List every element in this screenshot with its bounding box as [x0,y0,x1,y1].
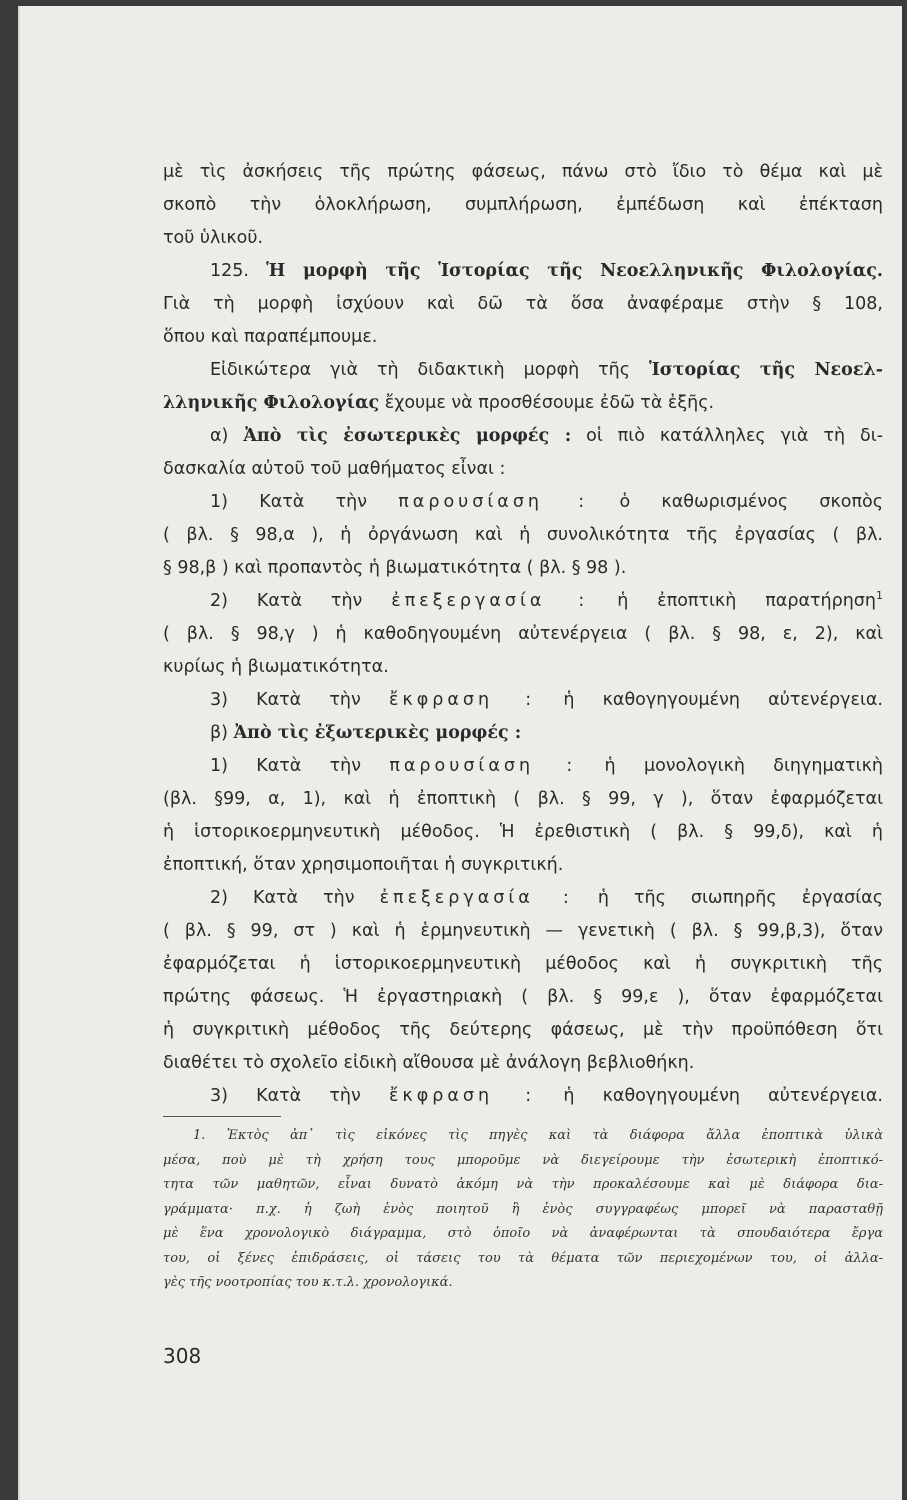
text-line: πρώτης φάσεως. Ἡ ἐργαστηριακὴ ( βλ. § 99,ε ), ὅταν ἐφαρμόζεται [163,987,883,1007]
text-run: ἔχουμε νὰ προσθέσουμε ἐδῶ τὰ ἑξῆς. [379,393,715,413]
text-line [163,387,883,420]
text-line: ( βλ. § 99, στ ) καὶ ἡ ἑρμηνευτικὴ — γενετικὴ ( βλ. § 99,β,3), ὅταν [163,921,883,941]
text-line: ἐφαρμόζεται ἡ ἱστορικοερμηνευτικὴ μέθοδος καὶ ἡ συγκριτικὴ τῆς [163,954,883,974]
text-line: ὅπου καὶ παραπέμπουμε. [163,327,378,347]
footnote-line: μὲ ἕνα χρονολογικὸ διάγραμμα, στὸ ὁποῖο νὰ ἀναφέρωνται τὰ σπουδαιότερα ἔργα [163,1226,883,1241]
bold-term: λληνικῆς Φιλολογίας [163,393,380,413]
text-run: 2) Κατὰ τὴν [210,888,380,908]
text-run: ἡ τῆς σιωπηρῆς ἐργασίας [572,888,883,908]
footnote-marker: 1 [876,589,883,603]
text-line: ἡ ἱστορικοερμηνευτικὴ μέθοδος. Ἡ ἐρεθιστικὴ ( βλ. § 99,δ), καὶ ἡ [163,822,883,842]
text-line [163,354,883,387]
text-line: σκοπὸ τὴν ὁλοκλήρωση, συμπλήρωση, ἐμπέδωση καὶ ἐπέκταση [163,195,883,215]
spaced-term: παρουσίαση : [398,492,589,512]
main-text [163,156,883,1113]
internal-forms-heading: Ἀπὸ τὶς ἐσωτερικὲς μορφές : [243,426,572,446]
text-line: τοῦ ὑλικοῦ. [163,228,264,248]
book-page [18,6,902,1500]
text-line [163,585,883,618]
text-run: 1) Κατὰ τὴν [210,756,390,776]
text-run: 3) Κατὰ τὴν [210,1086,389,1106]
footnote-line: τητα τῶν μαθητῶν, εἶναι δυνατὸ ἀκόμη νὰ τὴν προκαλέσουμε καὶ μὲ διάφορα δια- [163,1177,883,1192]
bold-term: Ἱστορίας τῆς Νεοελ- [649,360,884,380]
text-run: Γιὰ τὴ μορφὴ ἰσχύουν καὶ δῶ τὰ ὅσα ἀναφέραμε στὴν § 108, [163,294,883,314]
text-run: 2) Κατὰ τὴν [210,591,392,611]
text-line: διαθέτει τὸ σχολεῖο εἰδικὴ αἴθουσα μὲ ἀνάλογη βεβλιοθήκη. [163,1053,695,1073]
footnote [163,1124,883,1296]
spaced-term: ἔκφραση : [388,690,536,710]
text-line [163,882,883,915]
text-line: ( βλ. § 98,γ ) ἡ καθοδηγουμένη αὐτενέργεια ( βλ. § 98, ε, 2), καὶ [163,624,883,644]
text-line: § 98,β ) καὶ προπαντὸς ἡ βιωματικότητα ( βλ. § 98 ). [163,558,627,578]
footnote-divider [163,1116,281,1117]
text-line: κυρίως ἡ βιωματικότητα. [163,657,389,677]
text-line [163,750,883,783]
page-number: 308 [163,1344,202,1368]
text-line: ἡ συγκριτικὴ μέθοδος τῆς δεύτερης φάσεως, μὲ τὴν προϋπόθεση ὅτι [163,1020,883,1040]
spaced-term: ἔκφραση : [388,1086,536,1106]
text-line [163,684,883,717]
section-number: 125. [210,261,267,281]
spaced-term: ἐπεξεργασία : [379,888,573,908]
text-line [163,288,883,321]
text-line [163,1080,883,1113]
text-run: 1) Κατὰ τὴν [210,492,399,512]
spaced-term: παρουσίαση : [389,756,577,776]
text-run: ἡ καθογηγουμένη αὐτενέργεια. [535,1086,883,1106]
text-run: Εἰδικώτερα γιὰ τὴ διδακτικὴ μορφὴ τῆς [210,360,649,380]
footnote-line: γράμματα· π.χ. ἡ ζωὴ ἑνὸς ποιητοῦ ἢ ἑνὸς συγγραφέως μπορεῖ νὰ παρασταθῇ [163,1201,883,1217]
text-run: ὁ καθωρισμένος σκοπὸς [588,492,884,512]
text-line: ( βλ. § 98,α ), ἡ ὀργάνωση καὶ ἡ συνολικότητα τῆς ἐργασίας ( βλ. [163,525,883,545]
text-line: (βλ. §99, α, 1), καὶ ἡ ἐποπτικὴ ( βλ. § 99, γ ), ὅταν ἐφαρμόζεται [163,789,883,809]
text-line: μὲ τὶς ἀσκήσεις τῆς πρώτης φάσεως, πάνω στὸ ἴδιο τὸ θέμα καὶ μὲ [163,162,883,182]
section-125-heading [163,255,883,288]
text-run: α) [210,426,244,446]
text-line: ἐποπτική, ὅταν χρησιμοποιῆται ἡ συγκριτική. [163,855,564,875]
spaced-term: ἐπεξεργασία : [391,591,589,611]
text-line: δασκαλία αὐτοῦ τοῦ μαθήματος εἶναι : [163,459,506,479]
text-run: οἱ πιὸ κατάλληλες γιὰ τὴ δι- [571,426,883,446]
text-line [163,420,883,453]
text-run: β) [210,723,234,743]
text-run: ἡ μονολογικὴ διηγηματικὴ [576,756,883,776]
text-run: ἡ καθογηγουμένη αὐτενέργεια. [535,690,883,710]
footnote-line: γὲς τῆς νοοτροπίας του κ.τ.λ. χρονολογικά. [163,1275,453,1290]
text-run: ἡ ἐποπτικὴ παρατήρηση [588,591,876,611]
external-forms-heading: Ἀπὸ τὶς ἐξωτερικὲς μορφές : [233,723,522,743]
text-line [163,486,883,519]
footnote-line: μέσα, ποὺ μὲ τὴ χρήση τους μποροῦμε νὰ διεγείρουμε τὴν ἐσωτερικὴ ἐποπτικό- [163,1152,883,1168]
text-run: 3) Κατὰ τὴν [210,690,389,710]
footnote-line: 1. Ἐκτὸς ἀπ᾿ τὶς εἰκόνες τὶς πηγὲς καὶ τὰ διάφορα ἄλλα ἐποπτικὰ ὑλικὰ [193,1128,883,1143]
footnote-line: του, οἱ ξένες ἐπιδράσεις, οἱ τάσεις του τὰ θέματα τῶν περιεχομένων του, οἱ ἀλλα- [163,1250,883,1266]
text-line [163,717,883,750]
section-title: Ἡ μορφὴ τῆς Ἱστορίας τῆς Νεοελληνικῆς Φιλολογίας. [266,261,884,281]
